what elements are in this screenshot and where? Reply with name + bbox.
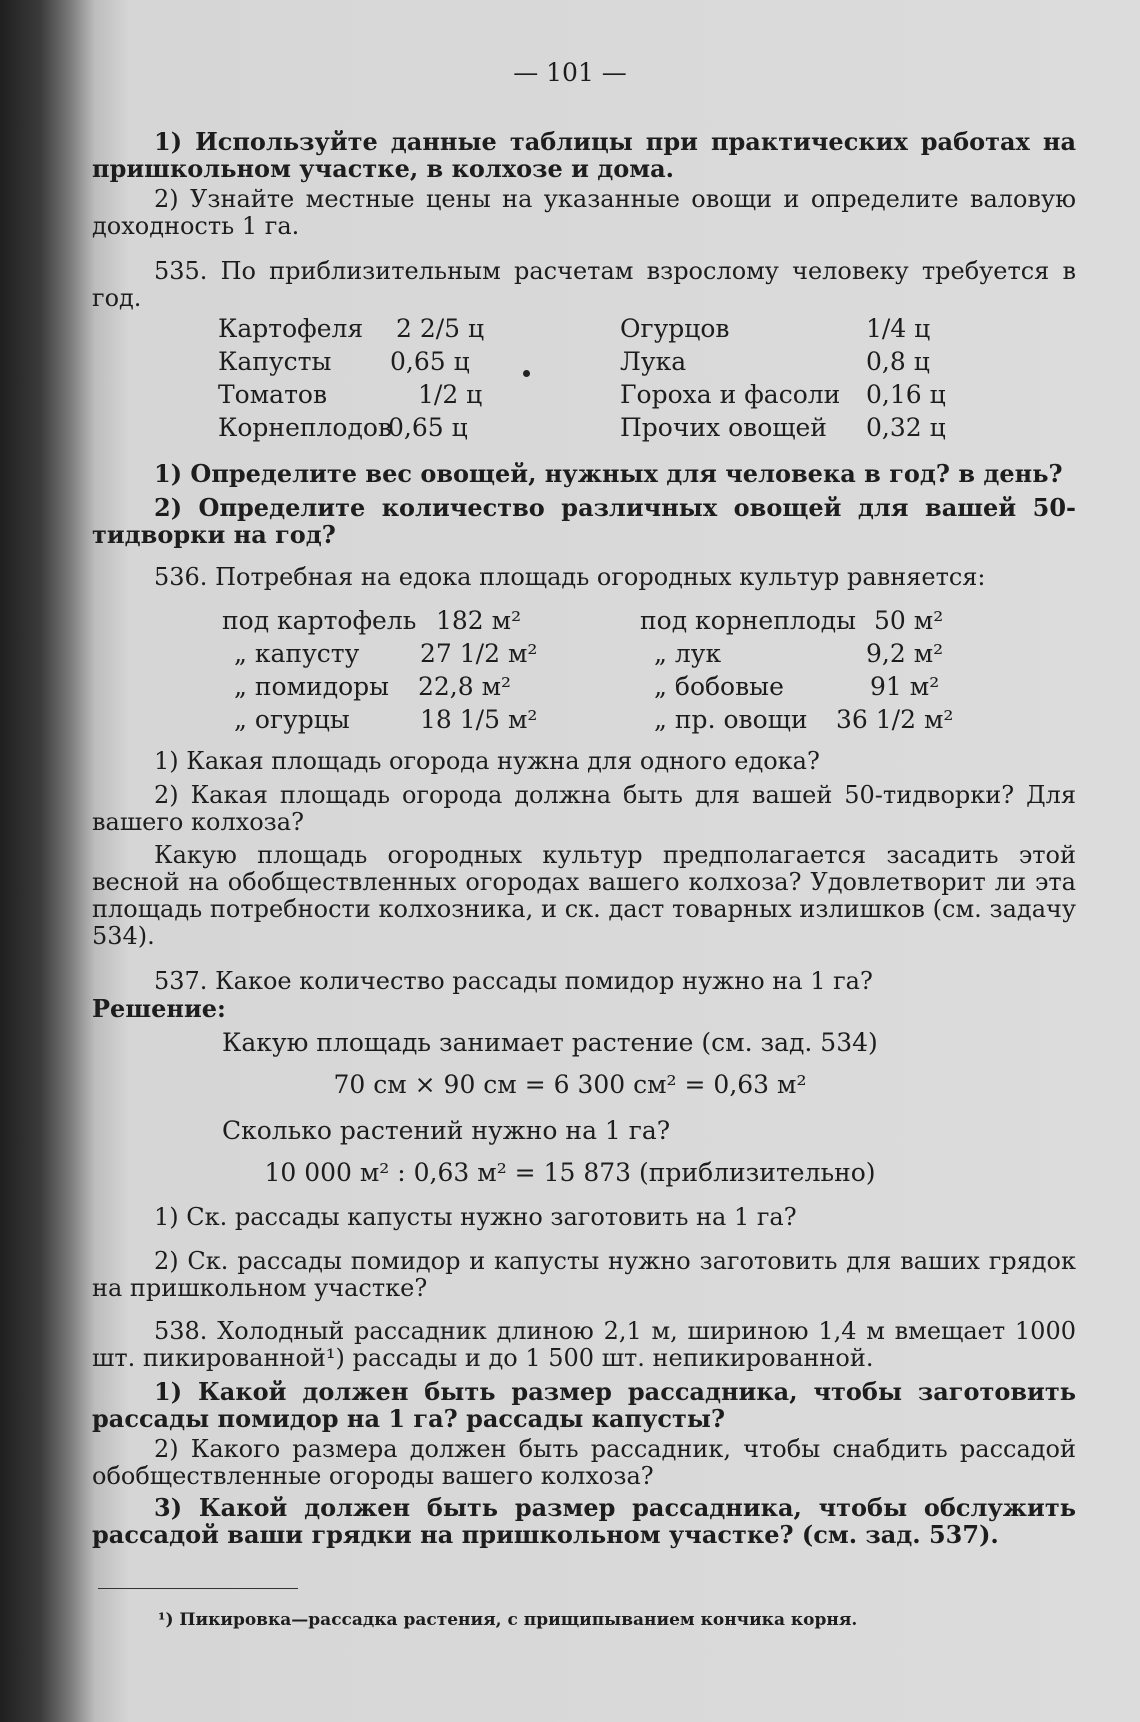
veg-value: 0,8 ц (866, 347, 930, 376)
crop-name: „ лук (654, 639, 722, 668)
crop-area: 9,2 м² (866, 639, 944, 668)
crop-name: „ огурцы (234, 705, 350, 734)
solution-step-1: Какую площадь занимает растение (см. зад. 534) (222, 1028, 878, 1057)
veg-value: 0,32 ц (866, 413, 946, 442)
problem-538-question-1: 1) Какой должен быть размер рассадника, чтобы заготовить рассады помидор на 1 га? рассады капусты? (92, 1377, 1076, 1433)
intro-question-1: 1) Используйте данные таблицы при практических работах на пришкольном участке, в колхозе и дома. (92, 127, 1076, 183)
crop-area: 27 1/2 м² (420, 639, 538, 668)
problem-535-question-1: 1) Определите вес овощей, нужных для человека в год? в день? (154, 459, 1063, 488)
veg-value: 0,65 ц (388, 413, 468, 442)
page-number: — 101 — (513, 58, 627, 87)
crop-area: 22,8 м² (418, 672, 512, 701)
formula-area: 70 см × 90 см = 6 300 см² = 0,63 м² (333, 1070, 807, 1099)
veg-name: Огурцов (620, 314, 730, 343)
problem-537-question-2: 2) Ск. рассады помидор и капусты нужно заготовить для ваших грядок на пришкольном участке? (92, 1247, 1076, 1302)
solution-label: Решение: (92, 994, 226, 1023)
footnote-divider (98, 1588, 298, 1589)
problem-536-question-2: 2) Какая площадь огорода должна быть для вашей 50-тидворки? Для вашего колхоза? (92, 781, 1076, 836)
problem-538-question-2: 2) Какого размера должен быть рассадник, чтобы снабдить рассадой обобществленные огороды вашего колхоза? (92, 1435, 1076, 1490)
problem-536-question-1: 1) Какая площадь огорода нужна для одного едока? (154, 747, 820, 775)
problem-537-text: 537. Какое количество рассады помидор нужно на 1 га? (154, 967, 873, 995)
crop-name: „ пр. овощи (654, 705, 808, 734)
problem-538-text: 538. Холодный рассадник длиною 2,1 м, шириною 1,4 м вмещает 1000 шт. пикированной¹) рассады и до 1 500 шт. непикированной. (92, 1317, 1076, 1372)
veg-name: Прочих овощей (620, 413, 827, 442)
crop-name: „ помидоры (234, 672, 390, 701)
intro-question-2: 2) Узнайте местные цены на указанные овощи и определите валовую доходность 1 га. (92, 185, 1076, 240)
print-speck (523, 370, 530, 377)
problem-536-extra: Какую площадь огородных культур предполагается засадить этой весной на обобществленных огородах вашего колхоза? Удовлетворит ли эта площадь потребности колхозника, и ск. даст товарных излишков (см. задачу 534). (92, 841, 1076, 950)
crop-area: 50 м² (874, 606, 944, 635)
crop-name: „ капусту (234, 639, 360, 668)
veg-name: Томатов (218, 380, 328, 409)
problem-535-text: 535. По приблизительным расчетам взрослому человеку требуется в год. (92, 257, 1076, 312)
crop-name: „ бобовые (654, 672, 784, 701)
crop-area: 182 м² (436, 606, 522, 635)
veg-name: Гороха и фасоли (620, 380, 841, 409)
veg-value: 0,16 ц (866, 380, 946, 409)
crop-area: 18 1/5 м² (420, 705, 538, 734)
veg-name: Корнеплодов (218, 413, 392, 442)
problem-535-question-2: 2) Определите количество различных овощей для вашей 50-тидворки на год? (92, 493, 1076, 549)
formula-plants: 10 000 м² : 0,63 м² = 15 873 (приблизительно) (264, 1158, 876, 1187)
veg-name: Лука (620, 347, 687, 376)
veg-value: 1/4 ц (866, 314, 931, 343)
veg-name: Картофеля (218, 314, 364, 343)
veg-value: 2 2/5 ц (396, 314, 485, 343)
veg-name: Капусты (218, 347, 332, 376)
crop-name: под картофель (222, 606, 417, 635)
crop-area: 36 1/2 м² (836, 705, 954, 734)
problem-536-text: 536. Потребная на едока площадь огородных культур равняется: (154, 563, 986, 591)
problem-538-question-3: 3) Какой должен быть размер рассадника, чтобы обслужить рассадой ваши грядки на пришкольном участке? (см. зад. 537). (92, 1493, 1076, 1549)
crop-area: 91 м² (870, 672, 940, 701)
veg-value: 0,65 ц (390, 347, 470, 376)
crop-name: под корнеплоды (640, 606, 857, 635)
veg-value: 1/2 ц (418, 380, 483, 409)
problem-537-question-1: 1) Ск. рассады капусты нужно заготовить на 1 га? (154, 1203, 797, 1231)
solution-step-2: Сколько растений нужно на 1 га? (222, 1116, 671, 1145)
footnote: ¹) Пикировка—рассадка растения, с прищипыванием кончика корня. (158, 1610, 858, 1630)
